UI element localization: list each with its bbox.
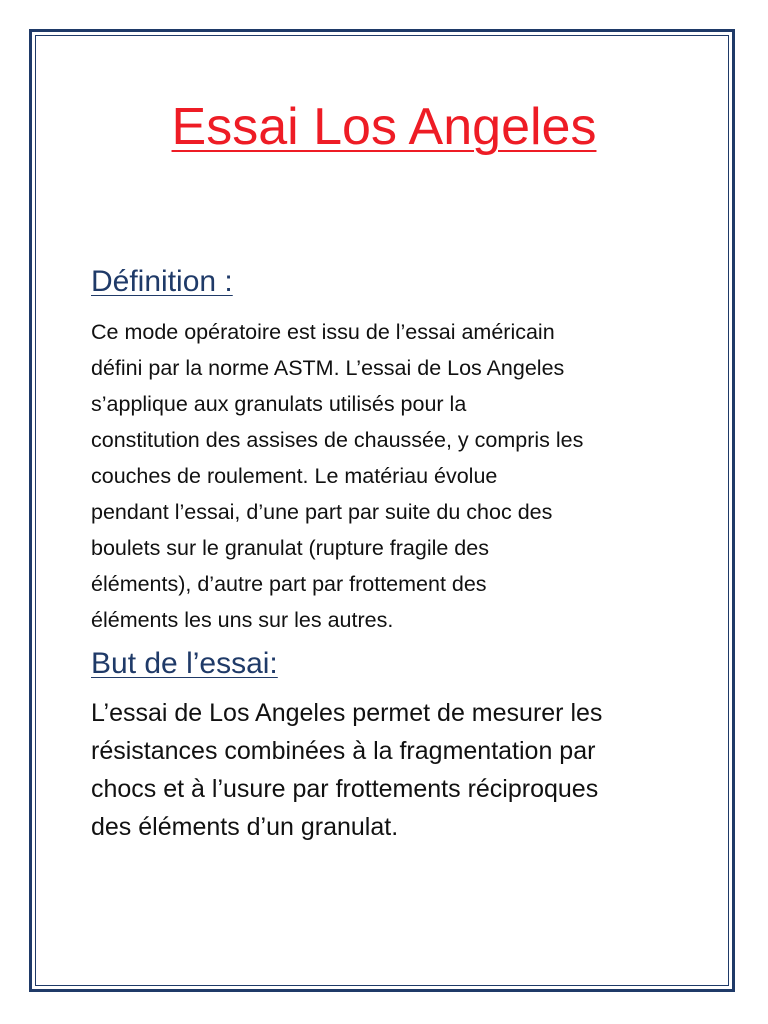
definition-line: couches de roulement. Le matériau évolue: [91, 464, 498, 488]
definition-paragraph: [91, 314, 711, 638]
but-line: chocs et à l’usure par frottements réciproques: [91, 775, 599, 803]
section-heading-but: [91, 644, 278, 684]
document-title: [0, 92, 768, 162]
section-heading-definition-text: Définition :: [91, 265, 233, 298]
but-line: résistances combinées à la fragmentation par: [91, 737, 596, 765]
document-title-text: Essai Los Angeles: [171, 98, 597, 156]
definition-line: éléments), d’autre part par frottement des: [91, 572, 487, 596]
definition-line: défini par la norme ASTM. L’essai de Los Angeles: [91, 356, 565, 380]
section-heading-but-text: But de l’essai:: [91, 647, 278, 680]
definition-line: Ce mode opératoire est issu de l’essai américain: [91, 320, 555, 344]
section-heading-definition: [91, 262, 233, 302]
definition-line: pendant l’essai, d’une part par suite du choc des: [91, 500, 553, 524]
but-line: L’essai de Los Angeles permet de mesurer les: [91, 699, 603, 727]
definition-line: constitution des assises de chaussée, y compris les: [91, 428, 584, 452]
definition-line: s’applique aux granulats utilisés pour la: [91, 392, 467, 416]
definition-line: éléments les uns sur les autres.: [91, 608, 394, 632]
definition-line: boulets sur le granulat (rupture fragile des: [91, 536, 489, 560]
but-paragraph: [91, 694, 711, 846]
but-line: des éléments d’un granulat.: [91, 813, 399, 841]
